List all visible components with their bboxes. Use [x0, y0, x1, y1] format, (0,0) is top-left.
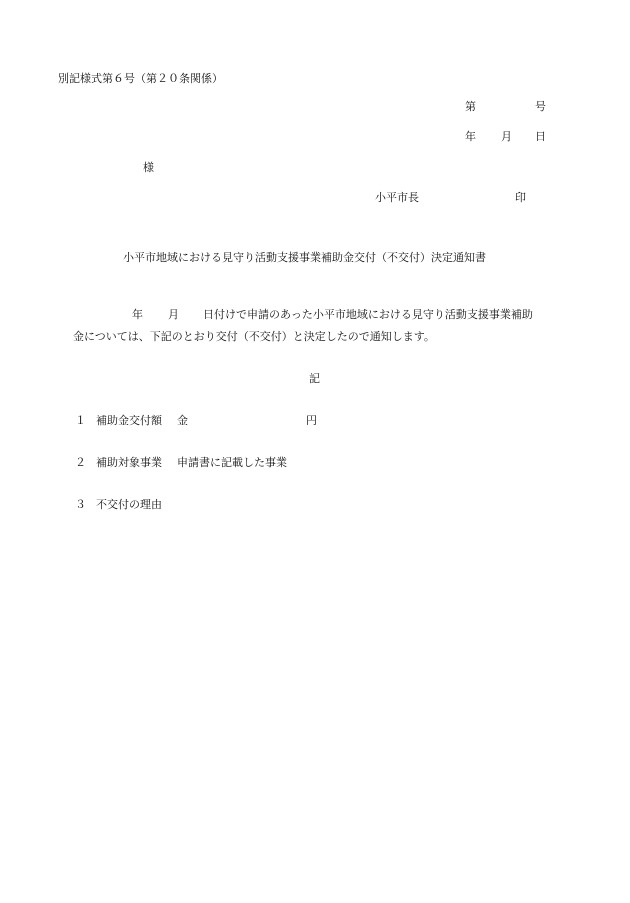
item-2-number: ２ [75, 456, 86, 469]
document-title: 小平市地域における見守り活動支援事業補助金交付（不交付）決定通知書 [123, 251, 486, 264]
date-year: 年 [465, 130, 476, 143]
body-month: 月 [168, 308, 179, 321]
item-3-number: ３ [75, 498, 86, 511]
item-3-label: 不交付の理由 [96, 498, 162, 511]
body-line2: 金については、下記のとおり交付（不交付）と決定したので通知します。 [73, 330, 435, 343]
item-1-label: 補助金交付額 [96, 414, 162, 427]
addressee-honorific: 様 [143, 161, 154, 174]
issuer-title: 小平市長 [375, 191, 419, 204]
issuer-seal: 印 [515, 191, 526, 204]
item-1-value: 金 [177, 414, 188, 427]
date-month: 月 [501, 130, 512, 143]
body-line1: 日付けで申請のあった小平市地域における見守り活動支援事業補助 [203, 308, 533, 321]
form-id: 別記様式第６号（第２０条関係） [58, 72, 223, 85]
item-2-value: 申請書に記載した事業 [177, 456, 287, 469]
date-day: 日 [535, 130, 546, 143]
number-prefix: 第 [465, 100, 476, 113]
item-2-label: 補助対象事業 [96, 456, 162, 469]
body-year: 年 [132, 308, 143, 321]
item-1-number: １ [75, 414, 86, 427]
number-suffix: 号 [535, 100, 546, 113]
ki-heading: 記 [309, 372, 320, 385]
item-1-unit: 円 [306, 414, 317, 427]
